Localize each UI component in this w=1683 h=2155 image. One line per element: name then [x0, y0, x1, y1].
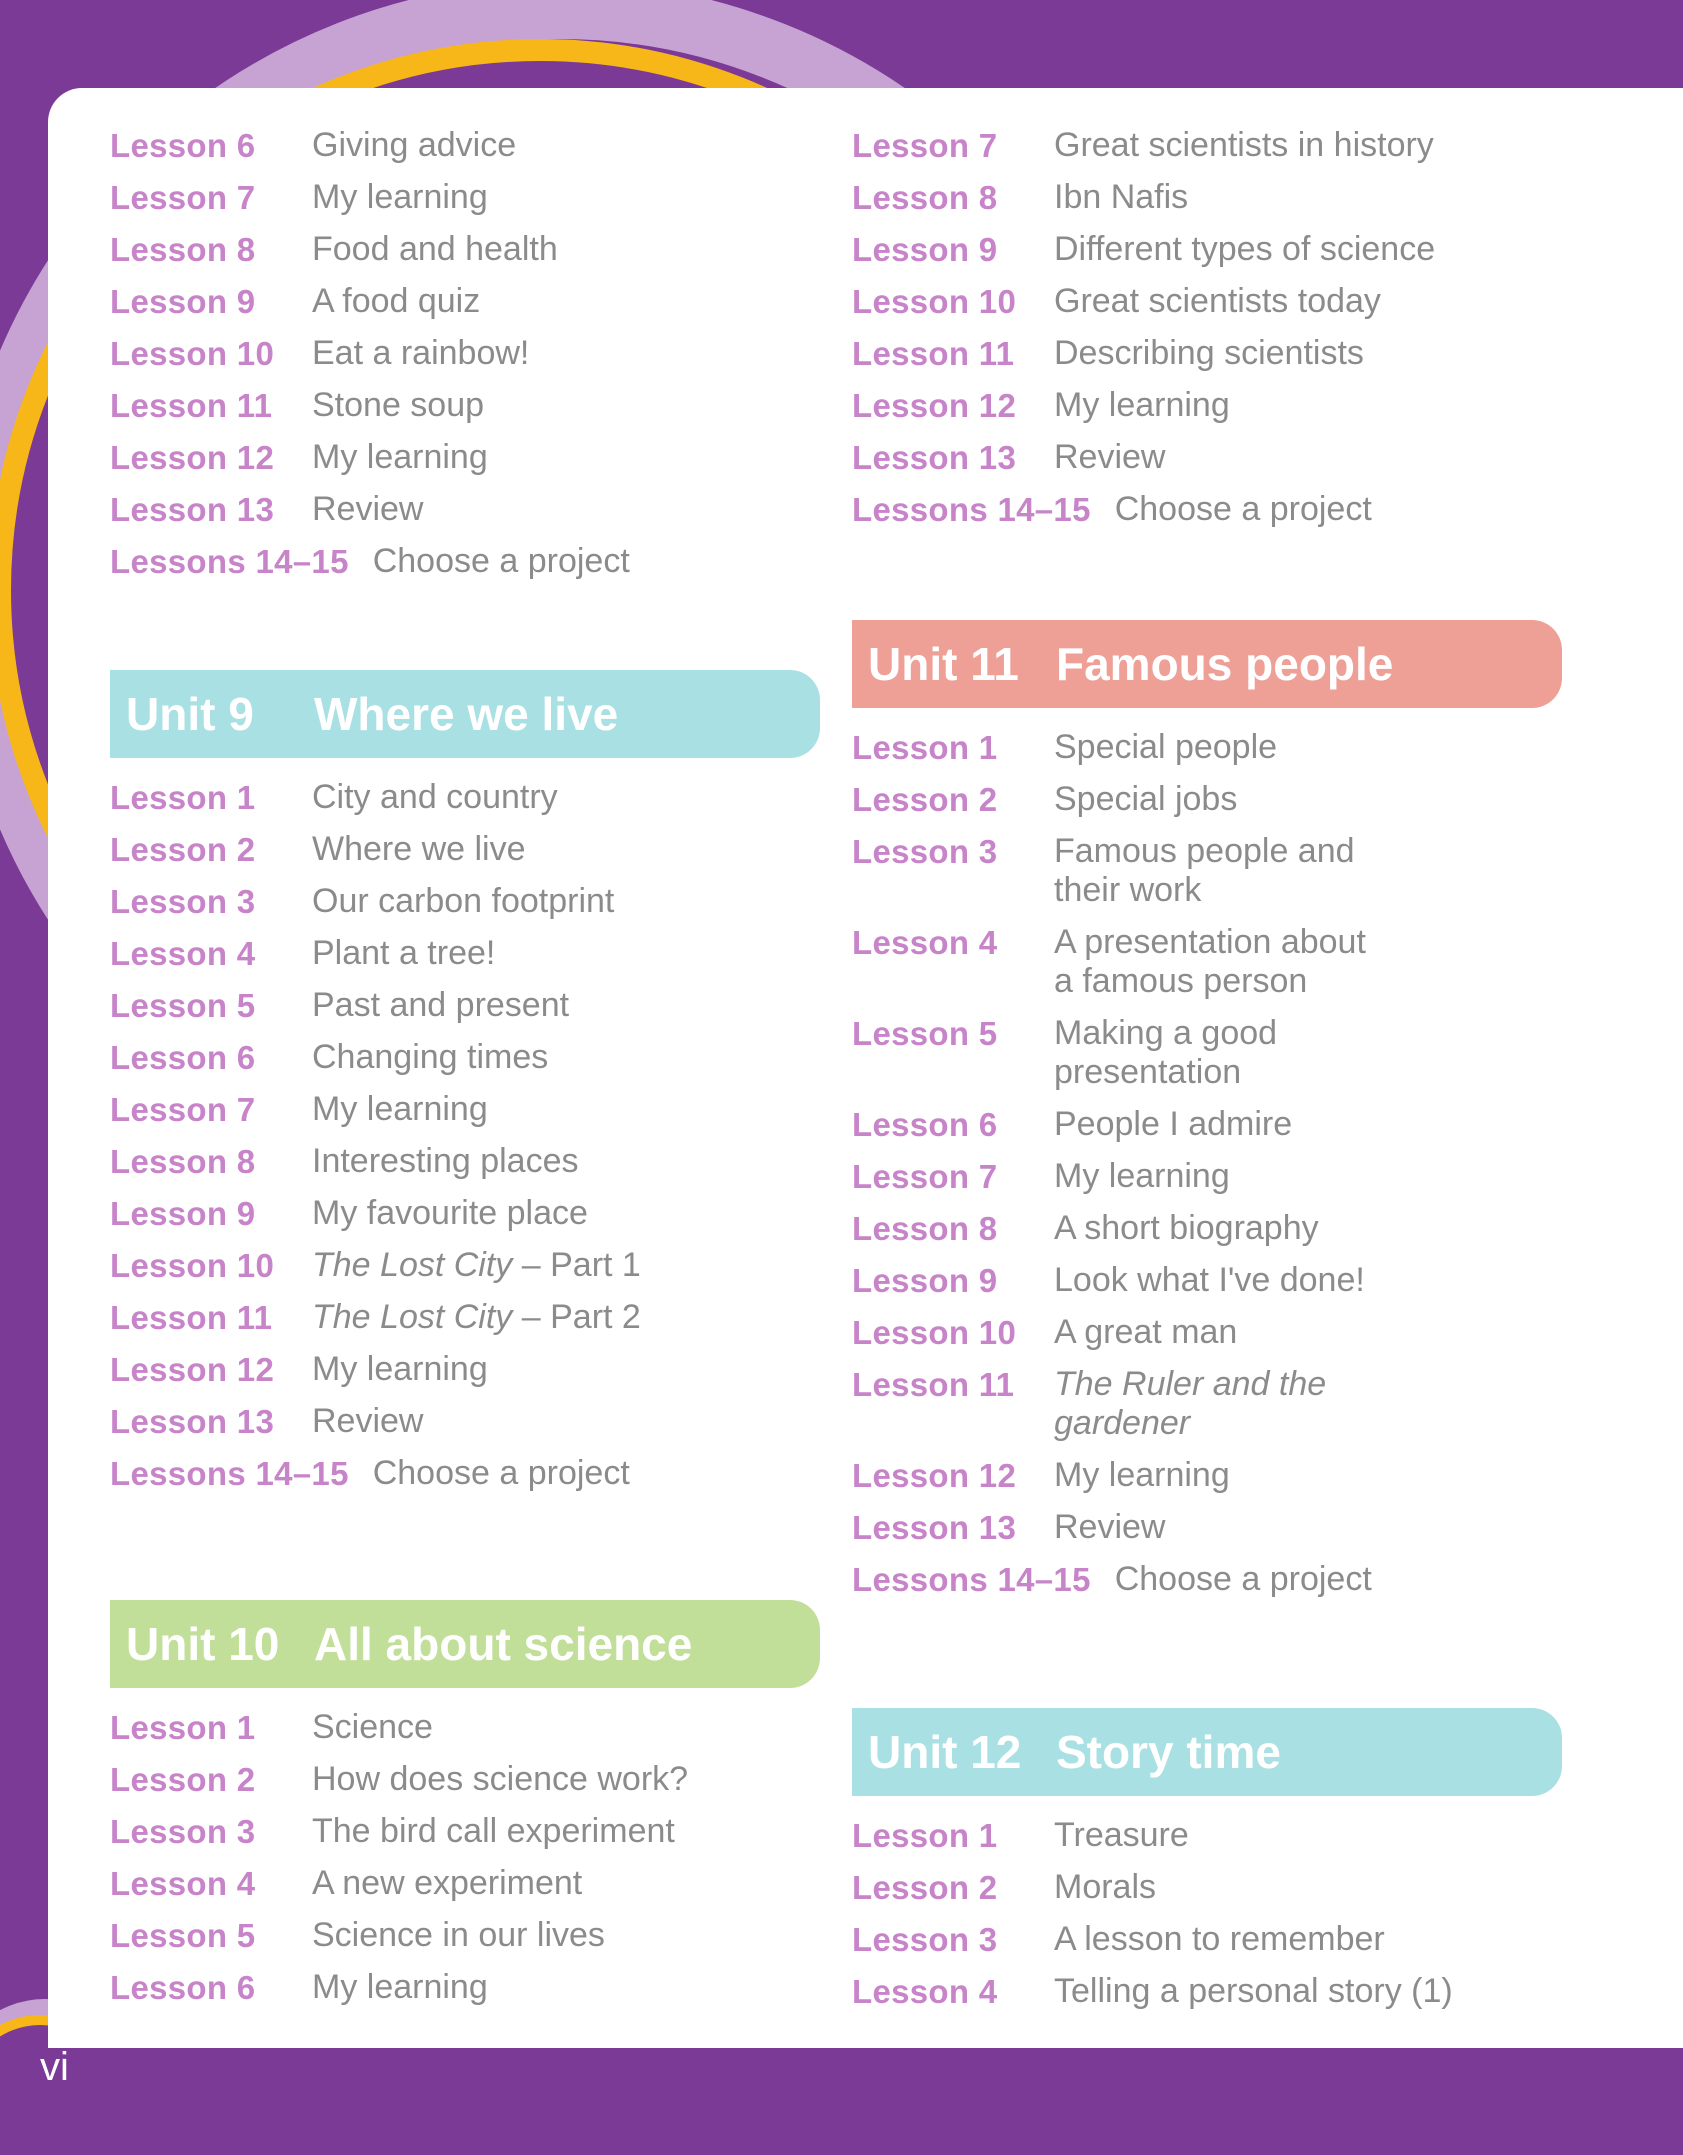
- lesson-title-line: Famous people and: [1054, 832, 1355, 870]
- lesson-title: [312, 1864, 832, 1903]
- lesson-title: [312, 778, 832, 817]
- lesson-label: Lesson 4: [852, 924, 998, 961]
- lesson-title-line-italic: gardener: [1054, 1404, 1191, 1442]
- lesson-title: [312, 1812, 832, 1851]
- lesson-title: [312, 1402, 832, 1441]
- lesson-row: [852, 1508, 1572, 1547]
- lesson-label: Lesson 1: [110, 779, 256, 816]
- lesson-title-text: Review: [1054, 1508, 1166, 1546]
- lesson-row: [110, 1454, 830, 1493]
- lesson-title-text: The bird call experiment: [312, 1812, 675, 1850]
- lesson-row: [110, 1708, 830, 1747]
- lesson-row: [852, 923, 1572, 1000]
- lesson-label: Lesson 12: [110, 439, 275, 476]
- lesson-row: [110, 1402, 830, 1441]
- lesson-title-text: Review: [312, 490, 424, 528]
- lesson-label: Lesson 9: [110, 1195, 256, 1232]
- lesson-title: [1054, 1157, 1574, 1196]
- lesson-title: [1054, 1868, 1574, 1907]
- lesson-row: [852, 1868, 1572, 1907]
- lesson-title-italic: The Lost City: [312, 1246, 513, 1284]
- lesson-title-text: Choose a project: [1114, 490, 1372, 528]
- lesson-row: [852, 178, 1572, 217]
- contents-panel: [48, 88, 1683, 2048]
- lesson-title: [312, 1760, 832, 1799]
- lesson-title: [1054, 923, 1574, 1001]
- lesson-row: [110, 490, 830, 529]
- lesson-title: [312, 282, 832, 321]
- lesson-title-text: My learning: [1054, 1157, 1230, 1195]
- lesson-label: Lesson 5: [852, 1015, 998, 1052]
- lesson-title-text: My favourite place: [312, 1194, 588, 1232]
- lesson-label: Lesson 7: [110, 1091, 256, 1128]
- lesson-label: Lesson 2: [852, 1869, 998, 1906]
- lesson-row: [110, 934, 830, 973]
- lesson-title-text: A lesson to remember: [1054, 1920, 1385, 1958]
- lesson-title: [1054, 780, 1574, 819]
- lesson-label: Lesson 1: [852, 729, 998, 766]
- lesson-title: [1054, 1456, 1574, 1495]
- lesson-title: [1054, 438, 1574, 477]
- lesson-label: Lesson 11: [852, 1366, 1015, 1403]
- lesson-label: Lessons 14–15: [852, 491, 1091, 528]
- lesson-row: [110, 1298, 830, 1337]
- lesson-row: [110, 830, 830, 869]
- lesson-title-text: People I admire: [1054, 1105, 1293, 1143]
- lesson-row: [852, 1209, 1572, 1248]
- lesson-row: [110, 386, 830, 425]
- lesson-title: [312, 882, 832, 921]
- lesson-title: [373, 1454, 630, 1493]
- lesson-title-text: Choose a project: [372, 1454, 630, 1492]
- lesson-title: [1054, 1972, 1574, 2011]
- lesson-title: [312, 126, 832, 165]
- lesson-label: Lesson 8: [852, 179, 998, 216]
- lesson-row: [110, 986, 830, 1025]
- lesson-label: Lesson 3: [110, 883, 256, 920]
- lesson-title-text: Review: [312, 1402, 424, 1440]
- lesson-title: [312, 178, 832, 217]
- lesson-title-text: My learning: [1054, 386, 1230, 424]
- lesson-title: [1054, 230, 1574, 269]
- lesson-title-text: Science in our lives: [312, 1916, 605, 1954]
- lesson-title-italic: The Lost City: [312, 1298, 513, 1336]
- lesson-row: [110, 1350, 830, 1389]
- lesson-title-text: Ibn Nafis: [1054, 178, 1189, 216]
- lesson-title: [312, 1708, 832, 1747]
- lesson-title: [312, 334, 832, 373]
- lesson-label: Lesson 7: [110, 179, 256, 216]
- lesson-row: [852, 728, 1572, 767]
- lesson-label: Lesson 12: [852, 1457, 1017, 1494]
- lesson-row: [852, 1920, 1572, 1959]
- lesson-row: [852, 1105, 1572, 1144]
- lesson-title-text: Changing times: [312, 1038, 549, 1076]
- lesson-title-text: City and country: [312, 778, 558, 816]
- lesson-title: [312, 490, 832, 529]
- lesson-row: [110, 438, 830, 477]
- lesson-title-text: A short biography: [1054, 1209, 1319, 1247]
- lesson-title-text: My learning: [312, 1090, 488, 1128]
- lesson-row: [110, 542, 830, 581]
- lesson-label: Lesson 4: [110, 1865, 256, 1902]
- lesson-title: [1054, 178, 1574, 217]
- lesson-row: [110, 1864, 830, 1903]
- lesson-title-text: A new experiment: [312, 1864, 583, 1902]
- lesson-title: [1054, 126, 1574, 165]
- lesson-row: [110, 1142, 830, 1181]
- lesson-label: Lesson 11: [110, 387, 273, 424]
- lesson-label: Lesson 11: [110, 1299, 273, 1336]
- lesson-label: Lesson 6: [110, 1039, 256, 1076]
- lesson-title: [1115, 490, 1372, 529]
- lesson-label: Lesson 9: [852, 231, 998, 268]
- lesson-title-text: Treasure: [1054, 1816, 1189, 1854]
- lesson-title: [312, 1246, 832, 1285]
- lesson-title: [1054, 1816, 1574, 1855]
- lesson-row: [852, 1456, 1572, 1495]
- lesson-row: [852, 832, 1572, 909]
- lesson-row: [110, 1090, 830, 1129]
- lesson-title: [312, 830, 832, 869]
- lesson-label: Lesson 9: [110, 283, 256, 320]
- unit-banner: [852, 620, 1562, 708]
- lesson-title-text: How does science work?: [312, 1760, 689, 1798]
- lesson-label: Lesson 7: [852, 1158, 998, 1195]
- lesson-title: [312, 1968, 832, 2007]
- lesson-row: [852, 282, 1572, 321]
- lesson-row: [110, 178, 830, 217]
- lesson-title: [312, 1038, 832, 1077]
- unit-title: Story time: [1056, 1726, 1281, 1778]
- page-number: vi: [40, 2045, 69, 2089]
- lesson-row: [110, 1760, 830, 1799]
- unit-banner: [852, 1708, 1562, 1796]
- lesson-title: [1054, 1365, 1574, 1443]
- lesson-title-line: presentation: [1054, 1053, 1242, 1091]
- lesson-row: [852, 1365, 1572, 1442]
- lesson-row: [110, 334, 830, 373]
- unit-title: Where we live: [314, 688, 619, 740]
- lesson-row: [852, 1816, 1572, 1855]
- unit-number: Unit 11: [868, 638, 1019, 690]
- lesson-title: [312, 386, 832, 425]
- lesson-label: Lesson 8: [852, 1210, 998, 1247]
- lesson-title-text: Describing scientists: [1054, 334, 1364, 372]
- lesson-title-text: Different types of science: [1054, 230, 1436, 268]
- lesson-title: [373, 542, 630, 581]
- lesson-title-rest: – Part 2: [512, 1298, 641, 1336]
- lesson-title-line-italic: The Ruler and the: [1054, 1365, 1327, 1403]
- lesson-title-text: My learning: [312, 1350, 488, 1388]
- lesson-title: [312, 1350, 832, 1389]
- lesson-title: [1054, 1261, 1574, 1300]
- lesson-title-text: Telling a personal story (1): [1054, 1972, 1453, 2010]
- lesson-row: [852, 1014, 1572, 1091]
- lesson-label: Lesson 5: [110, 1917, 256, 1954]
- lesson-row: [852, 334, 1572, 373]
- lesson-row: [110, 1916, 830, 1955]
- lesson-label: Lesson 6: [110, 1969, 256, 2006]
- unit-number: Unit 10: [126, 1618, 280, 1670]
- lesson-title: [312, 438, 832, 477]
- lesson-label: Lesson 4: [110, 935, 256, 972]
- lesson-row: [110, 1968, 830, 2007]
- lesson-title-text: Morals: [1054, 1868, 1157, 1906]
- lesson-label: Lesson 10: [852, 283, 1017, 320]
- lesson-label: Lessons 14–15: [110, 1455, 349, 1492]
- lesson-title: [1054, 1209, 1574, 1248]
- lesson-label: Lesson 9: [852, 1262, 998, 1299]
- lesson-title-line: their work: [1054, 871, 1202, 909]
- lesson-label: Lesson 3: [852, 833, 998, 870]
- lesson-row: [110, 778, 830, 817]
- lesson-label: Lesson 10: [110, 335, 275, 372]
- lesson-title: [312, 1090, 832, 1129]
- lesson-label: Lessons 14–15: [852, 1561, 1091, 1598]
- lesson-title-text: Special jobs: [1054, 780, 1238, 818]
- lesson-row: [110, 1246, 830, 1285]
- lesson-row: [852, 230, 1572, 269]
- lesson-title-text: My learning: [312, 1968, 488, 2006]
- lesson-label: Lesson 12: [852, 387, 1017, 424]
- lesson-label: Lesson 1: [110, 1709, 256, 1746]
- bottom-band: [0, 2048, 1683, 2155]
- lesson-label: Lesson 4: [852, 1973, 998, 2010]
- lesson-title: [1054, 1313, 1574, 1352]
- lesson-label: Lesson 6: [852, 1106, 998, 1143]
- lesson-title: [312, 1916, 832, 1955]
- lesson-title-text: Where we live: [312, 830, 526, 868]
- lesson-title-line: A presentation about: [1054, 923, 1366, 961]
- lesson-title-text: Special people: [1054, 728, 1278, 766]
- lesson-label: Lesson 13: [110, 1403, 275, 1440]
- lesson-row: [110, 230, 830, 269]
- lesson-title: [1054, 282, 1574, 321]
- lesson-title-text: Choose a project: [372, 542, 630, 580]
- lesson-label: Lesson 10: [110, 1247, 275, 1284]
- lesson-label: Lesson 6: [110, 127, 256, 164]
- lesson-title-text: Past and present: [312, 986, 570, 1024]
- lesson-row: [852, 386, 1572, 425]
- lesson-title: [312, 986, 832, 1025]
- lesson-label: Lesson 13: [852, 1509, 1017, 1546]
- unit-title: All about science: [314, 1618, 693, 1670]
- lesson-label: Lesson 5: [110, 987, 256, 1024]
- lesson-title: [1054, 386, 1574, 425]
- lesson-title-text: Interesting places: [312, 1142, 579, 1180]
- lesson-title: [1054, 832, 1574, 910]
- lesson-title: [1054, 1105, 1574, 1144]
- unit-banner: [110, 1600, 820, 1688]
- lesson-label: Lesson 12: [110, 1351, 275, 1388]
- lesson-title: [312, 1142, 832, 1181]
- lesson-title-text: Science: [312, 1708, 433, 1746]
- lesson-label: Lesson 3: [110, 1813, 256, 1850]
- lesson-title: [312, 1298, 832, 1337]
- lesson-title-text: Look what I've done!: [1054, 1261, 1365, 1299]
- lesson-title-line: a famous person: [1054, 962, 1308, 1000]
- lesson-row: [852, 126, 1572, 165]
- lesson-label: Lesson 3: [852, 1921, 998, 1958]
- lesson-title-text: My learning: [312, 178, 488, 216]
- lesson-title: [1054, 1508, 1574, 1547]
- lesson-label: Lesson 2: [852, 781, 998, 818]
- lesson-row: [852, 1560, 1572, 1599]
- lesson-label: Lesson 7: [852, 127, 998, 164]
- lesson-title: [312, 934, 832, 973]
- lesson-label: Lesson 10: [852, 1314, 1017, 1351]
- lesson-row: [110, 1812, 830, 1851]
- lesson-row: [852, 438, 1572, 477]
- lesson-row: [110, 282, 830, 321]
- lesson-row: [852, 780, 1572, 819]
- lesson-title: [1115, 1560, 1372, 1599]
- lesson-label: Lesson 2: [110, 1761, 256, 1798]
- lesson-label: Lesson 2: [110, 831, 256, 868]
- lesson-title: [1054, 728, 1574, 767]
- lesson-row: [110, 882, 830, 921]
- lesson-title-text: A food quiz: [312, 282, 481, 320]
- lesson-title-text: Great scientists today: [1054, 282, 1381, 320]
- unit-title: Famous people: [1056, 638, 1394, 690]
- lesson-row: [110, 126, 830, 165]
- lesson-title-text: My learning: [312, 438, 488, 476]
- lesson-title-text: A great man: [1054, 1313, 1238, 1351]
- lesson-title-text: My learning: [1054, 1456, 1230, 1494]
- lesson-row: [852, 490, 1572, 529]
- lesson-row: [852, 1157, 1572, 1196]
- lesson-label: Lesson 8: [110, 231, 256, 268]
- lesson-row: [852, 1972, 1572, 2011]
- lesson-title: [1054, 1014, 1574, 1092]
- unit-banner: [110, 670, 820, 758]
- unit-number: Unit 12: [868, 1726, 1022, 1778]
- unit-number: Unit 9: [126, 688, 254, 740]
- lesson-label: Lesson 8: [110, 1143, 256, 1180]
- lesson-title-text: Food and health: [312, 230, 558, 268]
- lesson-title-text: Choose a project: [1114, 1560, 1372, 1598]
- lesson-label: Lesson 11: [852, 335, 1015, 372]
- lesson-title-text: Great scientists in history: [1054, 126, 1434, 164]
- lesson-row: [110, 1194, 830, 1233]
- lesson-title-rest: – Part 1: [512, 1246, 641, 1284]
- lesson-label: Lessons 14–15: [110, 543, 349, 580]
- lesson-title-text: Stone soup: [312, 386, 485, 424]
- lesson-title: [312, 230, 832, 269]
- lesson-title: [1054, 334, 1574, 373]
- lesson-row: [110, 1038, 830, 1077]
- lesson-title-text: Our carbon footprint: [312, 882, 615, 920]
- lesson-row: [852, 1313, 1572, 1352]
- lesson-row: [852, 1261, 1572, 1300]
- lesson-label: Lesson 1: [852, 1817, 998, 1854]
- lesson-label: Lesson 13: [852, 439, 1017, 476]
- lesson-title-line: Making a good: [1054, 1014, 1278, 1052]
- lesson-title-text: Review: [1054, 438, 1166, 476]
- lesson-title: [1054, 1920, 1574, 1959]
- lesson-title-text: Plant a tree!: [312, 934, 496, 972]
- lesson-label: Lesson 13: [110, 491, 275, 528]
- lesson-title: [312, 1194, 832, 1233]
- lesson-title-text: Eat a rainbow!: [312, 334, 530, 372]
- lesson-title-text: Giving advice: [312, 126, 517, 164]
